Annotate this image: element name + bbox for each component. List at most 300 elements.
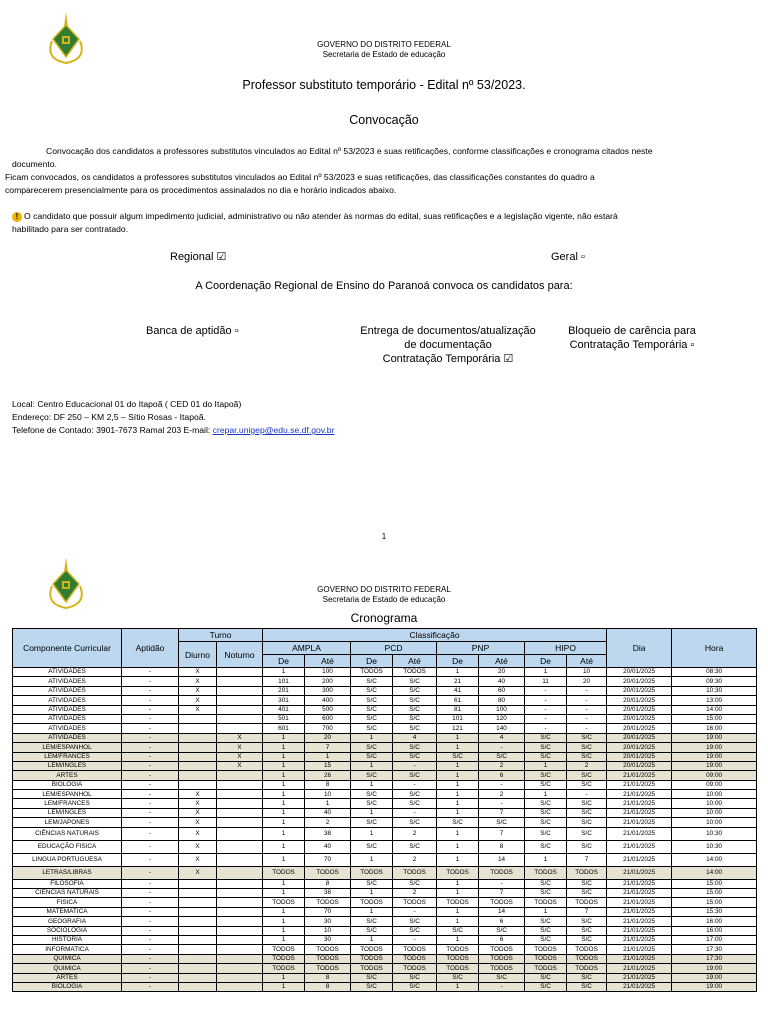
cell-hora: 15:00 (672, 898, 757, 907)
paragraph-convocacao-line1: Convocação dos candidatos a professores substitutos vinculados ao Edital nº 53/2023 e suas retificações, conforme classificações e cronograma citados neste (46, 146, 653, 156)
cell-pnp-de: 1 (437, 853, 479, 866)
cell-ampla-ate: 30 (305, 935, 351, 944)
cell-hora: 17:30 (672, 945, 757, 954)
cell-diurno (179, 743, 217, 752)
cell-ampla-ate: TODOS (305, 954, 351, 963)
table-row (13, 935, 757, 944)
cell-ampla-ate: 700 (305, 724, 351, 733)
table-row (13, 898, 757, 907)
cell-pcd-ate: TODOS (393, 954, 437, 963)
cell-ampla-ate: 2 (305, 818, 351, 827)
cell-pnp-de: 1 (437, 790, 479, 799)
cell-aptidao: - (122, 668, 179, 677)
cell-pcd-de: 1 (351, 935, 393, 944)
cronograma-table (12, 628, 757, 992)
cell-ampla-de: 1 (263, 889, 305, 898)
cell-pcd-de: S/C (351, 879, 393, 888)
cell-ampla-de: 101 (263, 677, 305, 686)
cell-hipo-de: - (525, 724, 567, 733)
table-row (13, 954, 757, 963)
cell-aptidao: - (122, 780, 179, 789)
cell-pnp-de: 101 (437, 714, 479, 723)
cronograma-body (13, 668, 757, 992)
table-row (13, 917, 757, 926)
table-row (13, 714, 757, 723)
cell-dia: 20/01/2025 (607, 733, 672, 742)
cell-pnp-ate: - (479, 799, 525, 808)
cell-pnp-de: 1 (437, 840, 479, 853)
cell-dia: 21/01/2025 (607, 853, 672, 866)
cell-pnp-de: TODOS (437, 964, 479, 973)
option-banca-label: Banca de aptidão (146, 325, 232, 337)
header-dia: Dia (607, 629, 672, 668)
cell-ampla-ate: 1 (305, 799, 351, 808)
cell-aptidao: - (122, 724, 179, 733)
cell-noturno (217, 935, 263, 944)
table-row (13, 808, 757, 817)
cell-componente: ATIVIDADES (13, 668, 122, 677)
cell-pcd-ate: TODOS (393, 945, 437, 954)
cell-hora: 14:00 (672, 866, 757, 879)
cell-componente: FILOSOFIA (13, 879, 122, 888)
cell-hipo-ate: S/C (567, 973, 607, 982)
secretaria-name: Secretaria de Estado de educação (322, 50, 446, 59)
cell-componente: EDUCAÇÃO FISICA (13, 840, 122, 853)
cell-ampla-ate: 20 (305, 733, 351, 742)
cell-ampla-de: 1 (263, 818, 305, 827)
cell-noturno (217, 714, 263, 723)
cell-aptidao: - (122, 879, 179, 888)
cell-componente: LINGUA PORTUGUESA (13, 853, 122, 866)
cell-hipo-ate: 7 (567, 853, 607, 866)
cell-pcd-ate: TODOS (393, 866, 437, 879)
cell-pcd-de: 1 (351, 808, 393, 817)
table-row (13, 677, 757, 686)
cell-ampla-ate: 38 (305, 827, 351, 840)
cell-pnp-ate: 60 (479, 686, 525, 695)
table-row (13, 668, 757, 677)
cell-hora: 10:30 (672, 840, 757, 853)
cell-diurno (179, 714, 217, 723)
cell-pnp-ate: 100 (479, 705, 525, 714)
cell-diurno (179, 724, 217, 733)
cell-pcd-de: S/C (351, 982, 393, 991)
local-line: Local: Centro Educacional 01 do Itapoã ( CED 01 do Itapoã) (12, 399, 242, 409)
cell-ampla-ate: 70 (305, 907, 351, 916)
cell-hora: 09:30 (672, 677, 757, 686)
cell-pnp-ate: 7 (479, 827, 525, 840)
cell-componente: ARTES (13, 771, 122, 780)
cell-dia: 20/01/2025 (607, 668, 672, 677)
table-row (13, 686, 757, 695)
cell-hora: 19:00 (672, 964, 757, 973)
cell-ampla-de: 1 (263, 853, 305, 866)
cell-diurno (179, 752, 217, 761)
cell-pnp-ate: 7 (479, 889, 525, 898)
cell-hipo-ate: S/C (567, 982, 607, 991)
cell-pcd-ate: S/C (393, 982, 437, 991)
cell-aptidao: - (122, 743, 179, 752)
cell-pcd-de: S/C (351, 840, 393, 853)
cell-pcd-de: TODOS (351, 964, 393, 973)
cell-noturno (217, 926, 263, 935)
cell-ampla-ate: 8 (305, 973, 351, 982)
cell-diurno (179, 973, 217, 982)
cell-pnp-de: 1 (437, 889, 479, 898)
cell-hora: 15:00 (672, 889, 757, 898)
header-componente: Componente Curricular (13, 629, 122, 668)
cell-hipo-ate: TODOS (567, 964, 607, 973)
cell-pnp-ate: TODOS (479, 866, 525, 879)
table-row (13, 853, 757, 866)
cell-pnp-ate: S/C (479, 973, 525, 982)
cell-pcd-de: TODOS (351, 668, 393, 677)
cell-pnp-ate: - (479, 780, 525, 789)
cell-diurno: X (179, 668, 217, 677)
cell-hora: 09:00 (672, 771, 757, 780)
cell-ampla-ate: 40 (305, 840, 351, 853)
cell-ampla-de: 1 (263, 840, 305, 853)
cell-componente: LEM/FRANCES (13, 752, 122, 761)
cell-hora: 15:00 (672, 879, 757, 888)
cell-dia: 21/01/2025 (607, 808, 672, 817)
option-geral (551, 250, 585, 264)
cell-pcd-de: TODOS (351, 898, 393, 907)
phone-line: Telefone de Contado: 3901-7673 Ramal 203 E-mail: (12, 425, 211, 435)
cell-noturno (217, 840, 263, 853)
cell-aptidao: - (122, 898, 179, 907)
cell-componente: ATIVIDADES (13, 677, 122, 686)
cell-pnp-ate: 2 (479, 761, 525, 770)
table-row (13, 799, 757, 808)
cell-diurno (179, 964, 217, 973)
header-hipo: HIPO (525, 642, 607, 655)
cell-noturno (217, 686, 263, 695)
cell-pnp-de: 41 (437, 686, 479, 695)
cell-pcd-de: 1 (351, 780, 393, 789)
cell-noturno (217, 827, 263, 840)
option-regional (170, 250, 226, 264)
header-ate: Até (393, 655, 437, 668)
cell-pcd-ate: S/C (393, 790, 437, 799)
cell-noturno (217, 799, 263, 808)
cell-dia: 20/01/2025 (607, 714, 672, 723)
option-entrega (350, 324, 546, 366)
cell-hora: 14:00 (672, 705, 757, 714)
cell-pcd-ate: S/C (393, 799, 437, 808)
cell-aptidao: - (122, 818, 179, 827)
cell-noturno (217, 780, 263, 789)
cell-pnp-ate: 14 (479, 907, 525, 916)
cell-ampla-de: 1 (263, 733, 305, 742)
cell-pnp-de: 1 (437, 771, 479, 780)
cell-aptidao: - (122, 935, 179, 944)
email-link[interactable]: crepar.unigep@edu.se.df.gov.br (212, 425, 335, 435)
cell-hora: 10:00 (672, 799, 757, 808)
paragraph-ficam-convocados (5, 171, 757, 197)
checkbox-empty-icon: ▫ (690, 339, 695, 351)
cell-pnp-ate: 4 (479, 733, 525, 742)
cell-pnp-de: S/C (437, 752, 479, 761)
header-hora: Hora (672, 629, 757, 668)
cell-dia: 21/01/2025 (607, 799, 672, 808)
cell-dia: 21/01/2025 (607, 840, 672, 853)
cell-pnp-ate: TODOS (479, 945, 525, 954)
cell-componente: LEM/ESPANHOL (13, 790, 122, 799)
cell-dia: 21/01/2025 (607, 917, 672, 926)
option-bloqueio-line2: Contratação Temporária (569, 339, 688, 351)
cell-hipo-ate: S/C (567, 752, 607, 761)
cell-componente: MATEMATICA (13, 907, 122, 916)
govt-name: GOVERNO DO DISTRITO FEDERAL (317, 585, 451, 594)
table-row (13, 724, 757, 733)
cell-ampla-ate: 7 (305, 743, 351, 752)
table-row (13, 743, 757, 752)
cell-ampla-ate: 200 (305, 677, 351, 686)
table-row (13, 827, 757, 840)
cell-noturno: X (217, 743, 263, 752)
cell-pcd-ate: S/C (393, 696, 437, 705)
cell-componente: LEM/ESPANHOL (13, 743, 122, 752)
cell-componente: BIOLOGIA (13, 780, 122, 789)
cell-pnp-ate: - (479, 982, 525, 991)
cell-hipo-de: S/C (525, 917, 567, 926)
cell-aptidao: - (122, 853, 179, 866)
cell-hipo-ate: - (567, 724, 607, 733)
option-entrega-line2: de documentação (404, 339, 492, 351)
cell-ampla-de: 1 (263, 879, 305, 888)
paragraph-ficam-line2: comparecerem presencialmente para os procedimentos assinalados no dia e horário indicados abaixo. (5, 185, 397, 195)
cell-ampla-ate: 600 (305, 714, 351, 723)
cell-hipo-ate: TODOS (567, 954, 607, 963)
cell-componente: ATIVIDADES (13, 705, 122, 714)
cell-pnp-de: TODOS (437, 945, 479, 954)
cell-hipo-ate: - (567, 790, 607, 799)
cell-pcd-ate: - (393, 780, 437, 789)
cell-ampla-de: 401 (263, 705, 305, 714)
cell-aptidao: - (122, 827, 179, 840)
cell-ampla-de: 1 (263, 771, 305, 780)
cell-componente: GEOGRAFIA (13, 917, 122, 926)
cell-hora: 10:30 (672, 827, 757, 840)
cell-dia: 20/01/2025 (607, 761, 672, 770)
option-entrega-line1: Entrega de documentos/atualização (360, 325, 536, 337)
cell-pcd-ate: TODOS (393, 898, 437, 907)
cell-hipo-ate: S/C (567, 733, 607, 742)
cell-dia: 21/01/2025 (607, 964, 672, 973)
cell-aptidao: - (122, 954, 179, 963)
cell-dia: 21/01/2025 (607, 982, 672, 991)
cell-dia: 21/01/2025 (607, 907, 672, 916)
cell-pcd-de: S/C (351, 926, 393, 935)
cell-dia: 21/01/2025 (607, 818, 672, 827)
cell-pcd-de: 1 (351, 907, 393, 916)
table-row (13, 973, 757, 982)
cell-noturno (217, 898, 263, 907)
cell-hipo-ate: 2 (567, 761, 607, 770)
cell-pcd-de: TODOS (351, 866, 393, 879)
cell-diurno (179, 733, 217, 742)
cell-aptidao: - (122, 752, 179, 761)
cell-hipo-de: S/C (525, 973, 567, 982)
cell-pcd-ate: S/C (393, 724, 437, 733)
header-pcd: PCD (351, 642, 437, 655)
cell-hipo-de: S/C (525, 808, 567, 817)
cell-hipo-ate: - (567, 696, 607, 705)
cell-pcd-de: S/C (351, 818, 393, 827)
cell-pcd-de: TODOS (351, 945, 393, 954)
header-aptidao: Aptidão (122, 629, 179, 668)
cell-hipo-de: S/C (525, 780, 567, 789)
cell-ampla-de: 1 (263, 790, 305, 799)
cell-pnp-ate: 40 (479, 677, 525, 686)
cell-aptidao: - (122, 733, 179, 742)
cell-diurno: X (179, 705, 217, 714)
cell-ampla-ate: 100 (305, 668, 351, 677)
cell-dia: 20/01/2025 (607, 752, 672, 761)
cell-hipo-de: 1 (525, 668, 567, 677)
cell-dia: 21/01/2025 (607, 889, 672, 898)
cell-diurno (179, 889, 217, 898)
header-ate: Até (479, 655, 525, 668)
warning-notice (12, 210, 760, 236)
cell-dia: 21/01/2025 (607, 898, 672, 907)
cell-diurno (179, 898, 217, 907)
cell-aptidao: - (122, 771, 179, 780)
cell-noturno (217, 945, 263, 954)
cell-pcd-de: S/C (351, 743, 393, 752)
warning-line1: O candidato que possuir algum impedimento judicial, administrativo ou não atender às normas do edital, suas retificações e a legislação vigente, não estará (24, 211, 618, 221)
cell-diurno (179, 982, 217, 991)
cell-dia: 21/01/2025 (607, 790, 672, 799)
cell-ampla-ate: 10 (305, 926, 351, 935)
cell-hora: 10:00 (672, 808, 757, 817)
cell-hora: 15:00 (672, 714, 757, 723)
table-row (13, 790, 757, 799)
cell-componente: ATIVIDADES (13, 714, 122, 723)
cell-ampla-ate: 10 (305, 790, 351, 799)
cell-componente: HISTORIA (13, 935, 122, 944)
coordenacao-statement: A Coordenação Regional de Ensino do Paranoá convoca os candidatos para: (195, 280, 573, 292)
cell-ampla-ate: 30 (305, 917, 351, 926)
cell-diurno: X (179, 827, 217, 840)
cell-noturno (217, 954, 263, 963)
cell-pcd-de: 1 (351, 761, 393, 770)
cell-hipo-ate: TODOS (567, 898, 607, 907)
cell-dia: 21/01/2025 (607, 771, 672, 780)
cell-pnp-de: 1 (437, 799, 479, 808)
cell-pcd-de: 1 (351, 853, 393, 866)
cell-hipo-ate: S/C (567, 743, 607, 752)
table-row (13, 982, 757, 991)
cell-pcd-ate: 2 (393, 889, 437, 898)
cell-pnp-ate: S/C (479, 752, 525, 761)
cell-hipo-de: S/C (525, 827, 567, 840)
cell-pnp-de: 1 (437, 827, 479, 840)
cell-pnp-ate: S/C (479, 926, 525, 935)
cell-aptidao: - (122, 926, 179, 935)
cell-hipo-de: 1 (525, 907, 567, 916)
cell-pcd-ate: S/C (393, 926, 437, 935)
cell-hora: 10:30 (672, 686, 757, 695)
warning-line2: habilitado para ser contratado. (12, 224, 129, 234)
cell-pcd-ate: S/C (393, 677, 437, 686)
govt-header (0, 585, 768, 605)
cell-ampla-ate: 500 (305, 705, 351, 714)
cell-hipo-ate: TODOS (567, 866, 607, 879)
cell-pcd-ate: S/C (393, 973, 437, 982)
cell-noturno (217, 973, 263, 982)
cell-hipo-de: TODOS (525, 964, 567, 973)
table-row (13, 733, 757, 742)
cell-ampla-ate: TODOS (305, 945, 351, 954)
cell-pnp-ate: TODOS (479, 898, 525, 907)
cell-aptidao: - (122, 907, 179, 916)
cell-ampla-de: 1 (263, 780, 305, 789)
cell-aptidao: - (122, 696, 179, 705)
cell-aptidao: - (122, 982, 179, 991)
cell-pnp-de: 1 (437, 668, 479, 677)
cell-ampla-de: 601 (263, 724, 305, 733)
cell-dia: 20/01/2025 (607, 696, 672, 705)
cell-componente: ATIVIDADES (13, 724, 122, 733)
table-row (13, 926, 757, 935)
cell-hipo-de: S/C (525, 752, 567, 761)
cell-ampla-ate: 300 (305, 686, 351, 695)
cell-diurno (179, 926, 217, 935)
cell-diurno (179, 917, 217, 926)
cell-hora: 09:00 (672, 780, 757, 789)
cell-pcd-ate: S/C (393, 818, 437, 827)
cell-pnp-de: TODOS (437, 866, 479, 879)
cell-diurno (179, 780, 217, 789)
cell-pcd-ate: - (393, 761, 437, 770)
header-de: De (525, 655, 567, 668)
cell-pnp-ate: S/C (479, 818, 525, 827)
cell-pcd-de: S/C (351, 724, 393, 733)
cell-pnp-de: 1 (437, 879, 479, 888)
cell-pnp-ate: - (479, 743, 525, 752)
cell-pnp-ate: 14 (479, 853, 525, 866)
cell-dia: 21/01/2025 (607, 954, 672, 963)
cell-componente: QUIMICA (13, 964, 122, 973)
cell-hipo-de: 1 (525, 853, 567, 866)
cell-hora: 15:30 (672, 907, 757, 916)
cell-hipo-de: S/C (525, 935, 567, 944)
cell-dia: 21/01/2025 (607, 926, 672, 935)
cell-componente: LEM/INGLES (13, 808, 122, 817)
cell-ampla-ate: 400 (305, 696, 351, 705)
cell-diurno: X (179, 818, 217, 827)
cell-pnp-ate: - (479, 879, 525, 888)
cell-noturno (217, 771, 263, 780)
cell-noturno (217, 668, 263, 677)
cell-pcd-ate: - (393, 808, 437, 817)
cell-dia: 21/01/2025 (607, 973, 672, 982)
cell-ampla-ate: 8 (305, 982, 351, 991)
cell-hipo-de: - (525, 696, 567, 705)
cell-diurno: X (179, 808, 217, 817)
cell-pcd-ate: S/C (393, 917, 437, 926)
cell-pcd-ate: S/C (393, 686, 437, 695)
cell-pnp-de: S/C (437, 973, 479, 982)
cell-dia: 21/01/2025 (607, 827, 672, 840)
cell-pnp-ate: 20 (479, 668, 525, 677)
cell-ampla-de: 1 (263, 926, 305, 935)
cell-pcd-de: 1 (351, 733, 393, 742)
cell-ampla-ate: 8 (305, 879, 351, 888)
header-noturno: Noturno (217, 642, 263, 668)
